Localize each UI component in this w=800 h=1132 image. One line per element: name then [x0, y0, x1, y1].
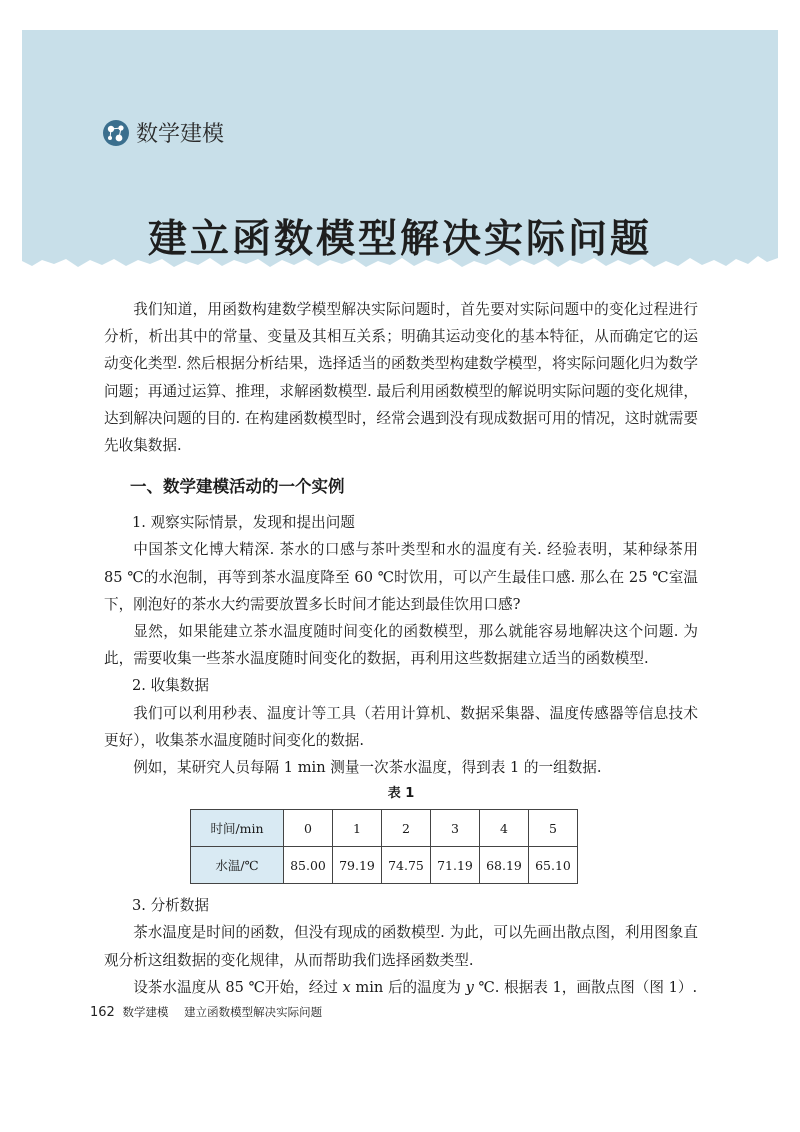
step2-title: 2. 收集数据 — [132, 677, 209, 695]
main-content — [104, 296, 698, 1001]
table-row-time — [191, 810, 578, 847]
row-header-time: 时间/min — [191, 810, 284, 847]
time-cell: 5 — [529, 810, 578, 847]
temperature-cell: 85.00 — [284, 847, 333, 884]
table-caption: 表 1 — [387, 786, 415, 802]
step2-paragraph-1: 我们可以利用秒表、温度计等工具（若用计算机、数据采集器、温度传感器等信息技术更好），收集茶水温度随时间变化的数据. — [104, 704, 698, 749]
modeling-icon — [102, 119, 130, 147]
temperature-cell: 65.10 — [529, 847, 578, 884]
step3-text-c: ℃. 根据表 1，画散点图（图 1）. — [473, 978, 698, 996]
step3-text-b: min 后的温度为 — [350, 978, 466, 996]
temperature-cell: 71.19 — [431, 847, 480, 884]
variable-x: x — [342, 978, 351, 996]
intro-paragraph: 我们知道，用函数构建数学模型解决实际问题时，首先要对实际问题中的变化过程进行分析，析出其中的常量、变量及其相互关系；明确其运动变化的基本特征，从而确定它的运动变化类型. 然后根据分析结果，选择适当的函数类型构建数学模型，将实际问题化归为数学问题；再通过运算、推理，求解函数模型. 最后利用函数模型的解说明实际问题的变化规律，达到解决问题的目的. 在构建函数模型时，经常会遇到没有现成数据可用的情况，这时就需要先收集数据. — [104, 301, 698, 455]
step3-paragraph-1: 茶水温度是时间的函数，但没有现成的函数模型. 为此，可以先画出散点图，利用图象直观分析这组数据的变化规律，从而帮助我们选择函数类型. — [104, 924, 698, 969]
step1-title: 1. 观察实际情景，发现和提出问题 — [132, 514, 355, 532]
time-cell: 2 — [382, 810, 431, 847]
page-footer — [90, 1004, 322, 1020]
step1-paragraph-1: 中国茶文化博大精深. 茶水的口感与茶叶类型和水的温度有关. 经验表明，某种绿茶用 85 ℃的水泡制，再等到茶水温度降至 60 ℃时饮用，可以产生最佳口感. 那么在 25 ℃室温下，刚泡好的茶水大约需要放置多长时间才能达到最佳饮用口感? — [104, 541, 698, 613]
time-cell: 1 — [333, 810, 382, 847]
page-title: 建立函数模型解决实际问题 — [147, 217, 652, 262]
time-cell: 0 — [284, 810, 333, 847]
data-table — [190, 809, 578, 884]
step3-title: 3. 分析数据 — [132, 897, 209, 915]
table-row-temperature — [191, 847, 578, 884]
temperature-cell: 74.75 — [382, 847, 431, 884]
step1-paragraph-2: 显然，如果能建立茶水温度随时间变化的函数模型，那么就能容易地解决这个问题. 为此，需要收集一些茶水温度随时间变化的数据，再利用这些数据建立适当的函数模型. — [104, 623, 698, 668]
section-heading: 一、数学建模活动的一个实例 — [130, 477, 345, 497]
section-tag — [102, 117, 224, 148]
time-cell: 4 — [480, 810, 529, 847]
temperature-cell: 79.19 — [333, 847, 382, 884]
step3-paragraph-2 — [104, 974, 698, 1001]
temperature-cell: 68.19 — [480, 847, 529, 884]
page-number: 162 — [90, 1005, 115, 1020]
variable-y: y — [465, 978, 474, 996]
header-banner — [22, 30, 778, 274]
step3-text-a: 设茶水温度从 85 ℃开始，经过 — [133, 978, 343, 996]
row-header-temperature: 水温/℃ — [191, 847, 284, 884]
time-cell: 3 — [431, 810, 480, 847]
footer-title: 建立函数模型解决实际问题 — [184, 1005, 323, 1019]
section-tag-label: 数学建模 — [136, 122, 225, 147]
footer-section: 数学建模 — [122, 1005, 169, 1019]
step2-paragraph-2: 例如，某研究人员每隔 1 min 测量一次茶水温度，得到表 1 的一组数据. — [133, 759, 602, 777]
